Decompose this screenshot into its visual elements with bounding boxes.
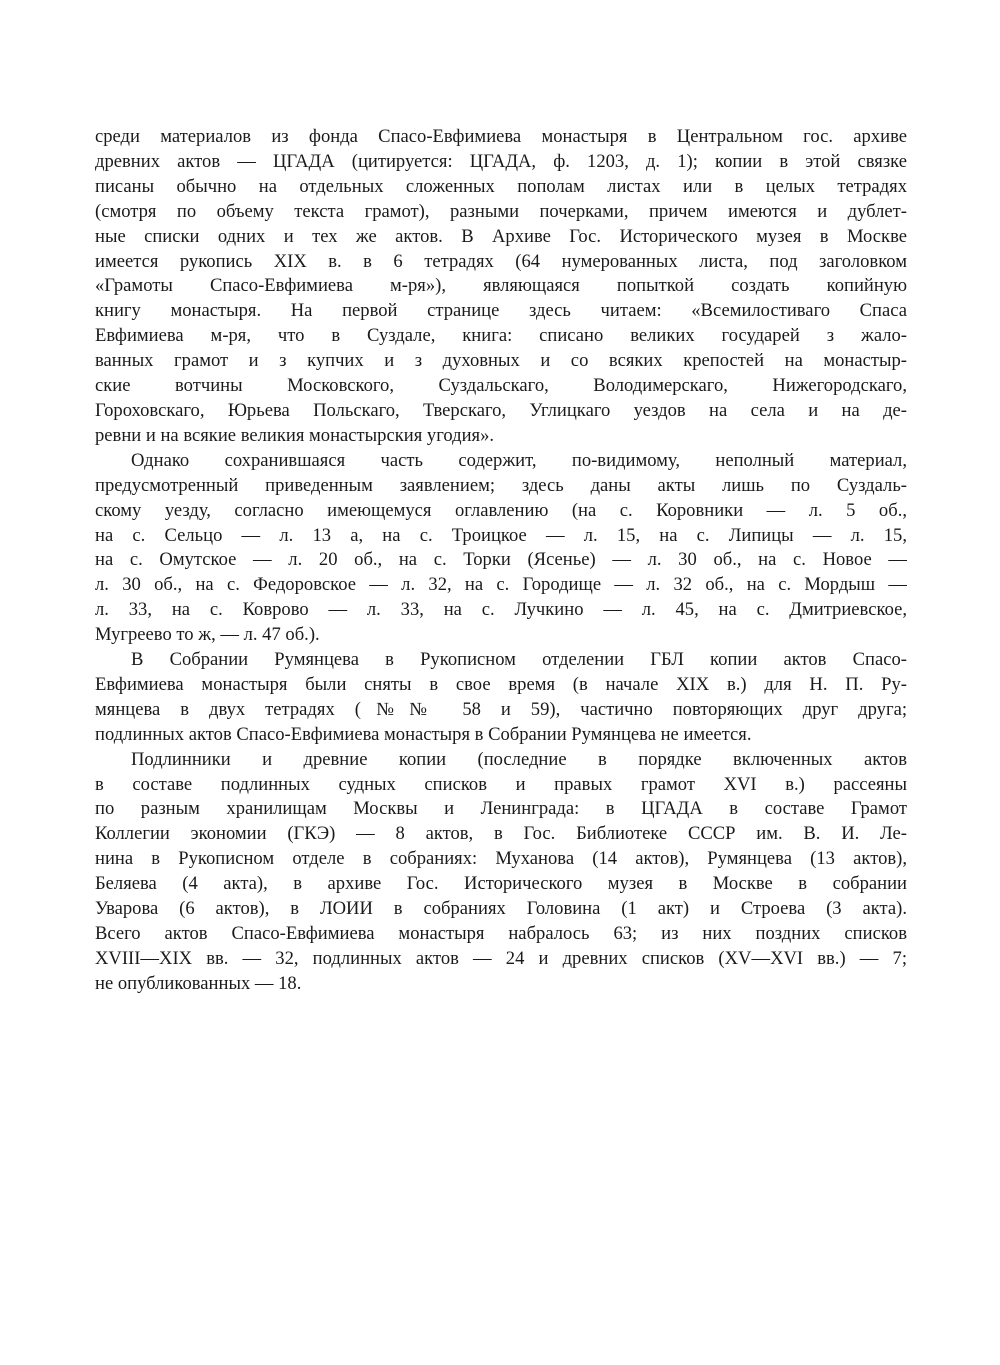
paragraph [95, 748, 907, 997]
text-line: на с. Сельцо — л. 13 а, на с. Троицкое — л. 15, на с. Липицы — л. 15, [95, 524, 907, 546]
paragraph [95, 125, 907, 449]
text-line: древних актов — ЦГАДА (цитируется: ЦГАДА, ф. 1203, д. 1); копии в этой связке [95, 150, 907, 172]
text-line: ванных грамот и з купчих и з духовных и со всяких крепостей на монастыр- [95, 350, 907, 372]
document-body [95, 125, 907, 997]
text-line: не опубликованных — 18. [95, 972, 302, 994]
text-line: ревни и на всякие великия монастырския угодия». [95, 424, 495, 446]
text-line: книгу монастыря. На первой странице здесь читаем: «Всемилостиваго Спаса [95, 300, 907, 322]
text-line: нина в Рукописном отделе в собраниях: Муханова (14 актов), Румянцева (13 актов), [95, 848, 907, 870]
text-line: мянцева в двух тетрадях (№№ 58 и 59), частично повторяющих друг друга; [95, 698, 907, 720]
text-line: в составе подлинных судных списков и правых грамот XVI в.) рассеяны [95, 773, 907, 795]
paragraph [95, 449, 907, 648]
text-line: по разным хранилищам Москвы и Ленинграда: в ЦГАДА в составе Грамот [95, 798, 907, 820]
text-line: (смотря по объему текста грамот), разными почерками, причем имеются и дублет- [95, 200, 907, 222]
text-line: В Собрании Румянцева в Рукописном отделении ГБЛ копии актов Спасо- [131, 649, 907, 671]
text-line: среди материалов из фонда Спасо-Евфимиева монастыря в Центральном гос. архиве [95, 126, 907, 147]
text-line: на с. Омутское — л. 20 об., на с. Торки (Ясенье) — л. 30 об., на с. Новое — [95, 549, 907, 571]
text-line: Мугреево то ж, — л. 47 об.). [95, 624, 320, 646]
text-line: Евфимиева м-ря, что в Суздале, книга: списано великих государей з жало- [95, 325, 907, 347]
text-line: подлинных актов Спасо-Евфимиева монастыря в Собрании Румянцева не имеется. [95, 723, 752, 745]
text-line: Однако сохранившаяся часть содержит, по-видимому, неполный материал, [131, 449, 907, 471]
text-line: Евфимиева монастыря были сняты в свое время (в начале XIX в.) для Н. П. Ру- [95, 673, 907, 695]
text-line: ные списки одних и тех же актов. В Архиве Гос. Исторического музея в Москве [95, 225, 907, 247]
text-line: XVIII—XIX вв. — 32, подлинных актов — 24 и древних списков (XV—XVI вв.) — 7; [95, 947, 907, 969]
text-line: писаны обычно на отдельных сложенных пополам листах или в целых тетрадях [95, 175, 907, 197]
text-line: «Грамоты Спасо-Евфимиева м-ря»), являющаяся попыткой создать копийную [95, 275, 907, 297]
paragraph [95, 648, 907, 748]
text-line: предусмотренный приведенным заявлением; здесь даны акты лишь по Суздаль- [95, 474, 907, 496]
text-line: Гороховскаго, Юрьева Польскаго, Тверскаго, Углицкаго уездов на села и на де- [95, 399, 907, 421]
text-line: Беляева (4 акта), в архиве Гос. Исторического музея в Москве в собрании [95, 873, 907, 895]
text-line: Всего актов Спасо-Евфимиева монастыря набралось 63; из них поздних списков [95, 923, 907, 944]
text-line: имеется рукопись XIX в. в 6 тетрадях (64 нумерованных листа, под заголовком [95, 250, 907, 272]
text-line: скому уезду, согласно имеющемуся оглавлению (на с. Коровники — л. 5 об., [95, 499, 907, 521]
text-line: Уварова (6 актов), в ЛОИИ в собраниях Головина (1 акт) и Строева (3 акта). [95, 898, 907, 920]
text-line: ские вотчины Московского, Суздальскаго, Володимерскаго, Нижегородскаго, [95, 375, 907, 397]
text-line: Подлинники и древние копии (последние в порядке включенных актов [131, 748, 907, 770]
text-line: Коллегии экономии (ГКЭ) — 8 актов, в Гос. Библиотеке СССР им. В. И. Ле- [95, 823, 907, 845]
text-line: л. 33, на с. Коврово — л. 33, на с. Лучкино — л. 45, на с. Дмитриевское, [95, 599, 907, 621]
text-line: л. 30 об., на с. Федоровское — л. 32, на с. Городище — л. 32 об., на с. Мордыш — [95, 574, 907, 596]
